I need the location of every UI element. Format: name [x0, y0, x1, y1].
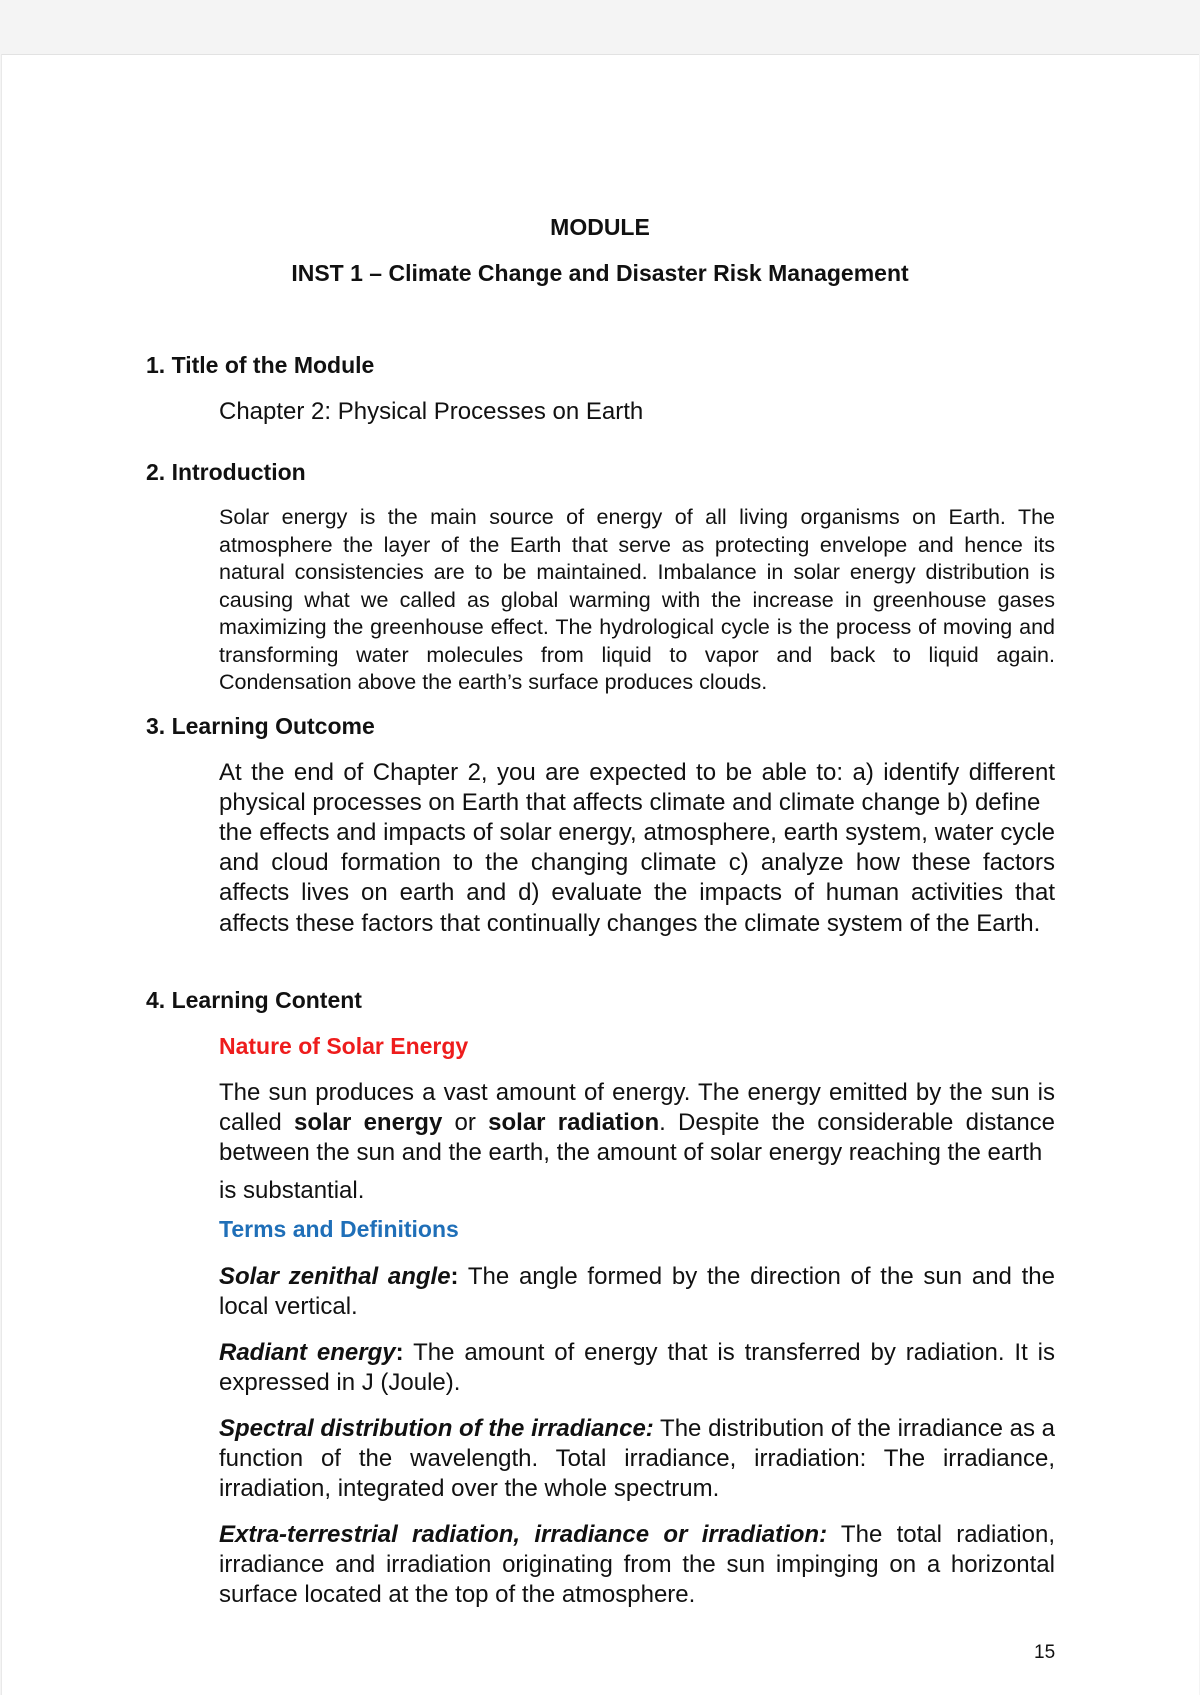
term-definition: The total radiation, irradiance and irradiation originating from the sun impinging on a horizontal surface located at the top of the atmosphere.: [219, 1521, 1055, 1608]
course-title: INST 1 – Climate Change and Disaster Risk Management: [291, 260, 909, 286]
section-heading-introduction: 2. Introduction: [146, 459, 306, 485]
learning-outcome-text-part1: At the end of Chapter 2, you are expected to be able to: a) identify different physical processes on Earth that affects climate and climate change b) define: [219, 759, 1055, 816]
term-separator: :: [395, 1339, 404, 1366]
section-heading-learning-content: 4. Learning Content: [146, 987, 362, 1013]
solar-energy-text-2: or: [442, 1109, 489, 1136]
term-label: Solar zenithal angle: [219, 1263, 451, 1290]
solar-energy-text-4: is substantial.: [219, 1177, 365, 1204]
subheading-terms-and-definitions: Terms and Definitions: [219, 1216, 459, 1242]
solar-radiation-term: solar radiation: [488, 1109, 660, 1136]
section-heading-learning-outcome: 3. Learning Outcome: [146, 713, 375, 739]
definition-radiant-energy: [219, 1338, 1055, 1398]
definition-solar-zenithal-angle: [219, 1262, 1055, 1322]
definition-spectral-distribution: [219, 1414, 1055, 1504]
term-label: Extra-terrestrial radiation, irradiance or irradiation:: [219, 1521, 828, 1548]
term-separator: :: [450, 1263, 459, 1290]
solar-energy-term: solar energy: [293, 1109, 443, 1136]
term-definition: The distribution of the irradiance as a function of the wavelength. Total irradiance, irradiation: The irradiance, irradiation, integrated over the whole spectrum.: [219, 1415, 1056, 1502]
introduction-text: Solar energy is the main source of energy of all living organisms on Earth. The atmosphere the layer of the Earth that serve as protecting envelope and hence its natural consistencies are to be maintained. Imbalance in solar energy distribution is causing what we called as global warming with the increase in greenhouse gases maximizing the greenhouse effect. The hydrological cycle is the process of moving and transforming water molecules from liquid to vapor and back to liquid again. Condensation above the earth’s surface produces clouds.: [219, 505, 1055, 694]
term-definition: The angle formed by the direction of the sun and the local vertical.: [219, 1263, 1055, 1320]
section-heading-title: 1. Title of the Module: [146, 352, 375, 378]
learning-outcome-text-part2: the effects and impacts of solar energy, atmosphere, earth system, water cycle and cloud formation to the changing climate c) analyze how these factors affects lives on earth and d) evaluate the impacts of human activities that affects these factors that continually changes the climate system of the Earth.: [219, 819, 1055, 937]
term-label: Spectral distribution of the irradiance:: [219, 1415, 654, 1442]
term-definition: The amount of energy that is transferred by radiation. It is expressed in J (Joule).: [219, 1339, 1055, 1396]
subheading-nature-of-solar-energy: Nature of Solar Energy: [219, 1033, 469, 1059]
page-number: 15: [1034, 1642, 1056, 1663]
solar-energy-text-3: . Despite the considerable distance between the sun and the earth, the amount of solar energy reaching the earth: [219, 1109, 1056, 1166]
definition-extra-terrestrial-radiation: [219, 1520, 1055, 1610]
module-label: MODULE: [550, 214, 650, 240]
solar-energy-text-1: The sun produces a vast amount of energy. The energy emitted by the sun is called: [219, 1079, 1055, 1136]
term-label: Radiant energy: [219, 1339, 396, 1366]
chapter-title: Chapter 2: Physical Processes on Earth: [219, 398, 644, 425]
solar-energy-paragraph: [219, 1078, 1055, 1168]
